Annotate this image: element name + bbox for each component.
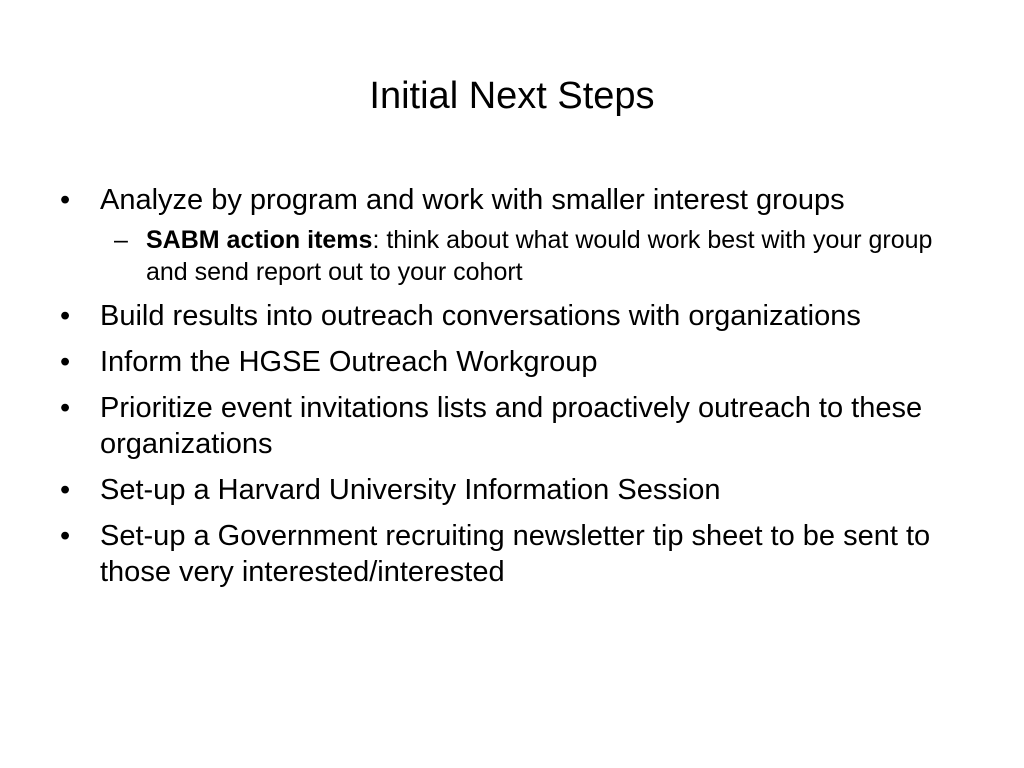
bullet-text: Set-up a Government recruiting newsletter tip sheet to be sent to those very interested/interested xyxy=(100,520,931,588)
dash-icon: – xyxy=(114,226,128,254)
sub-bullet-bold-text: SABM action items xyxy=(146,226,373,254)
bullet-text: Inform the HGSE Outreach Workgroup xyxy=(100,346,598,378)
bullet-item xyxy=(58,344,978,380)
bullet-list xyxy=(58,182,978,600)
bullet-icon: • xyxy=(60,520,71,552)
slide-title: Initial Next Steps xyxy=(369,75,655,117)
bullet-item xyxy=(58,518,978,590)
bullet-text: Build results into outreach conversations with organizations xyxy=(100,300,861,332)
sub-bullet-item xyxy=(100,224,978,288)
bullet-icon: • xyxy=(60,474,71,506)
bullet-item xyxy=(58,472,978,508)
bullet-text: Prioritize event invitations lists and proactively outreach to these organizations xyxy=(100,392,923,460)
bullet-item xyxy=(58,390,978,462)
bullet-item xyxy=(58,182,978,288)
bullet-icon: • xyxy=(60,184,71,216)
bullet-item xyxy=(58,298,978,334)
sub-bullet-list xyxy=(100,224,978,288)
bullet-text: Analyze by program and work with smaller interest groups xyxy=(100,184,845,216)
bullet-icon: • xyxy=(60,300,71,332)
sub-bullet-text: : think about what would work best with your group and send report out to your cohort xyxy=(146,226,933,286)
bullet-text: Set-up a Harvard University Information Session xyxy=(100,474,721,506)
bullet-icon: • xyxy=(60,392,71,424)
bullet-icon: • xyxy=(60,346,71,378)
